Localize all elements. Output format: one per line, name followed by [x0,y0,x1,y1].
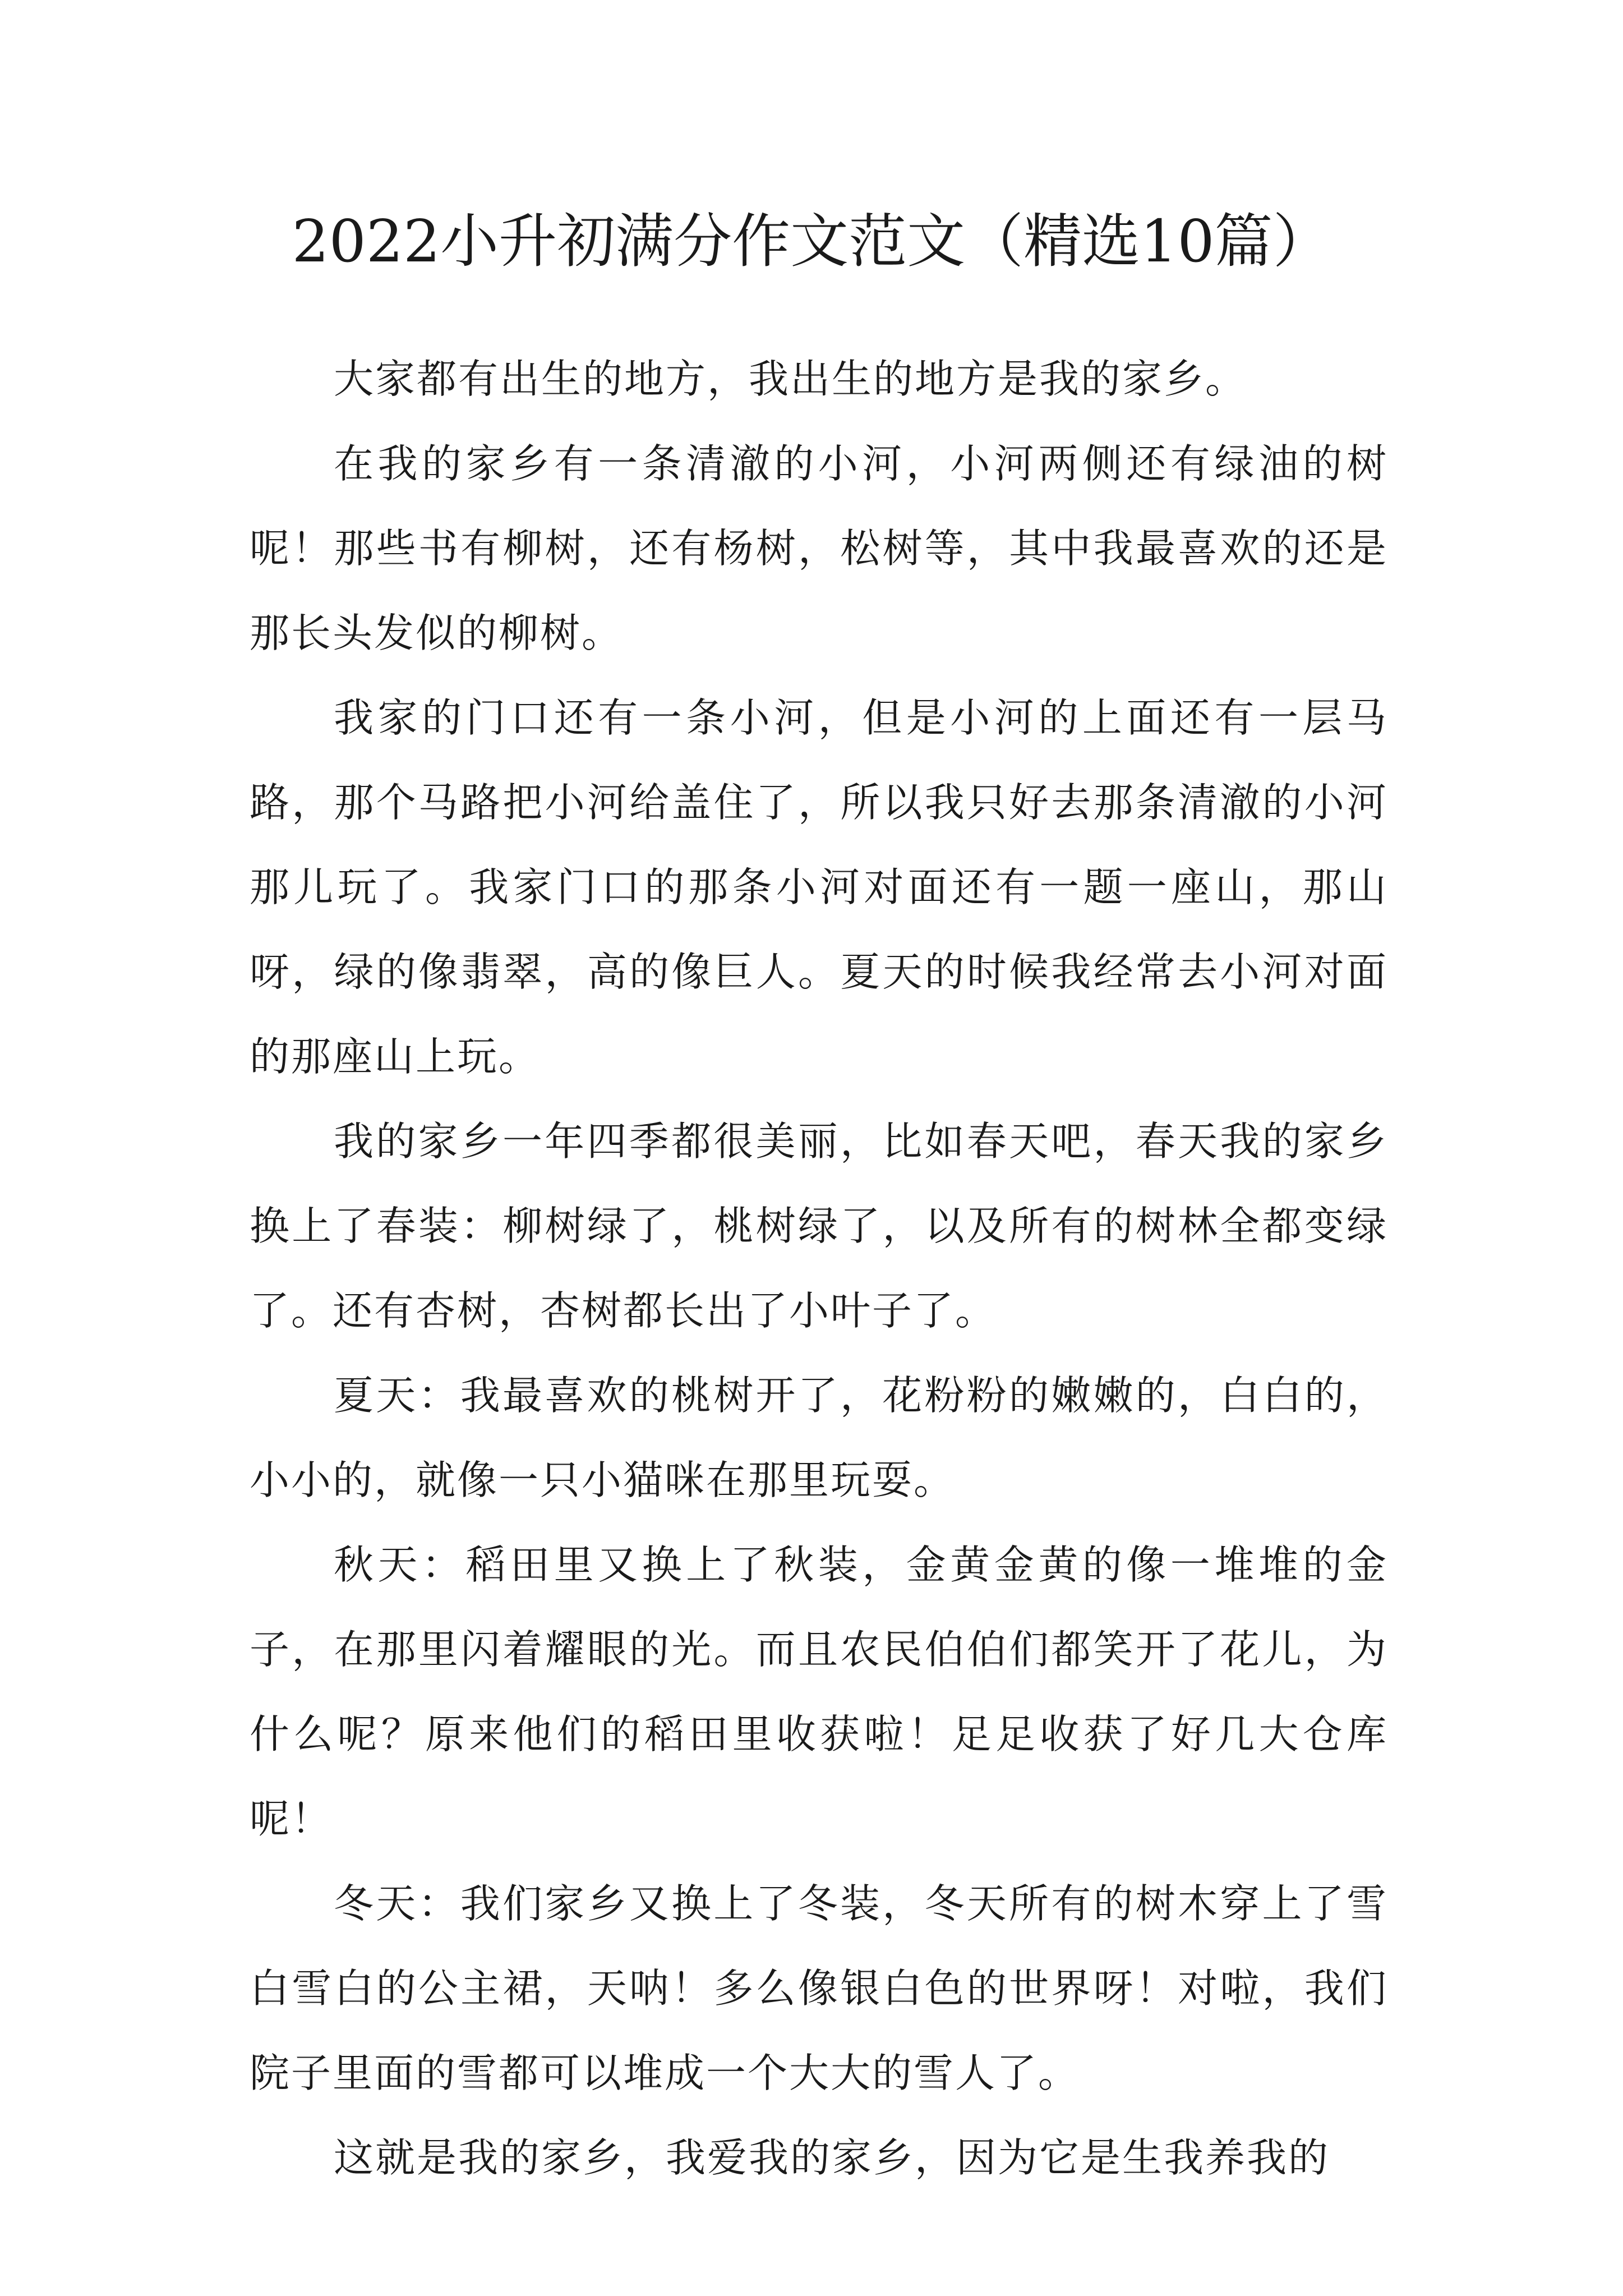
paragraph: 这就是我的家乡，我爱我的家乡，因为它是生我养我的 [334,2134,1330,2181]
paragraph: 秋天：稻田里又换上了秋装，金黄金黄的像一堆堆的金子，在那里闪着耀眼的光。而且农民伯伯们都笑开了花儿，为什么呢？原来他们的稻田里收获啦！足足收获了好几大仓库呢！ [250,1542,1388,1842]
paragraph: 我的家乡一年四季都很美丽，比如春天吧，春天我的家乡换上了春装：柳树绿了，桃树绿了，以及所有的树林全都变绿了。还有杏树，杏树都长出了小叶子了。 [250,1118,1388,1334]
document-body [250,337,1388,2200]
paragraph: 在我的家乡有一条清澈的小河，小河两侧还有绿油的树呢！那些书有柳树，还有杨树，松树等，其中我最喜欢的还是那长头发似的柳树。 [250,440,1388,656]
document-title: 2022小升初满分作文范文（精选10篇） [292,207,1331,275]
paragraph: 冬天：我们家乡又换上了冬装，冬天所有的树木穿上了雪白雪白的公主裙，天呐！多么像银白色的世界呀！对啦，我们院子里面的雪都可以堆成一个大大的雪人了。 [250,1880,1388,2096]
paragraph: 夏天：我最喜欢的桃树开了，花粉粉的嫩嫩的，白白的，小小的，就像一只小猫咪在那里玩耍。 [250,1372,1388,1503]
paragraph: 我家的门口还有一条小河，但是小河的上面还有一层马路，那个马路把小河给盖住了，所以我只好去那条清澈的小河那儿玩了。我家门口的那条小河对面还有一题一座山，那山呀，绿的像翡翠，高的像巨人。夏天的时候我经常去小河对面的那座山上玩。 [250,694,1388,1080]
paragraph: 大家都有出生的地方，我出生的地方是我的家乡。 [334,356,1247,402]
